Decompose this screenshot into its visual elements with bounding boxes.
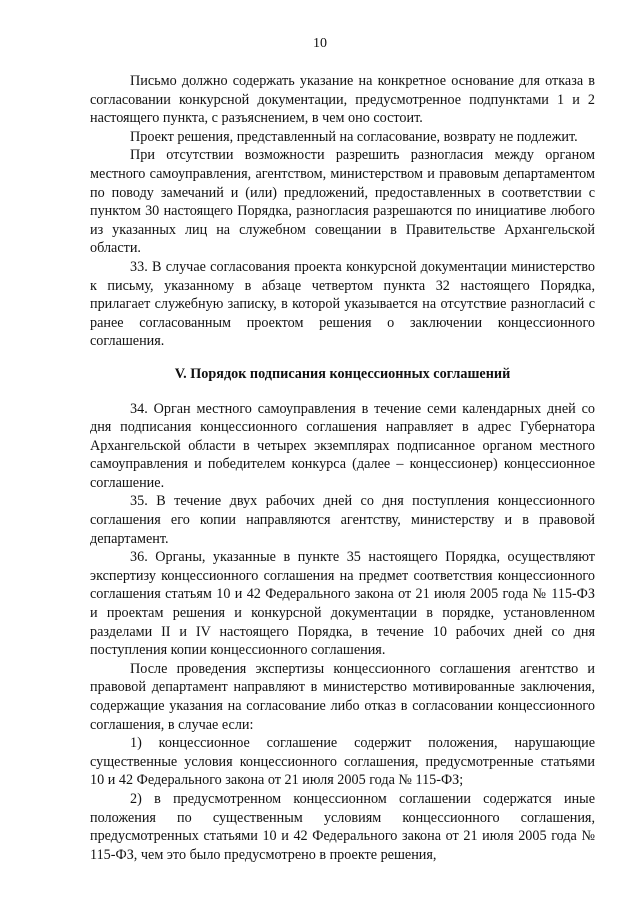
paragraph-item-34: 34. Орган местного самоуправления в течение семи календарных дней со дня подписания концессионного соглашения направляет в адрес Губернатора Архангельской области в четырех экземплярах подписанное органом местного самоуправления и победителем конкурса (далее – концессионер) концессионное соглашение. (90, 400, 595, 491)
section-heading: V. Порядок подписания концессионных соглашений (174, 365, 511, 382)
paragraph-item-35: 35. В течение двух рабочих дней со дня поступления концессионного соглашения его копии направляются агентству, министерству и в правовой департамент. (90, 493, 595, 547)
paragraph-item-33: 33. В случае согласования проекта конкурсной документации министерство к письму, указанному в абзаце четвертом пункта 32 настоящего Порядка, прилагает служебную записку, в которой указывается на отсутствие разногласий с ранее согласованным проектом решения о заключении концессионного соглашения. (90, 258, 595, 350)
paragraph-refusal-letter: Письмо должно содержать указание на конкретное основание для отказа в согласовании конкурсной документации, предусмотренное подпунктами 1 и 2 настоящего пункта, с разъяснением, в чем оно состоит. (90, 73, 595, 127)
paragraph-subitem-2: 2) в предусмотренном концессионном соглашении содержатся иные положения по существенным условиям концессионного соглашения, предусмотренных статьями 10 и 42 Федерального закона от 21 июля 2005 года № 115-ФЗ, чем это было предусмотрено в проекте решения, (90, 790, 595, 863)
paragraph-item-36: 36. Органы, указанные в пункте 35 настоящего Порядка, осуществляют экспертизу концессионного соглашения на предмет соответствия концессионного соглашения статьям 10 и 42 Федерального закона от 21 июля 2005 года № 115-ФЗ и проектам решения и конкурсной документации в порядке, установленном разделами II и IV настоящего Порядка, в течение 10 рабочих дней со дня поступления копии концессионного соглашения. (90, 549, 595, 659)
document-body (90, 72, 595, 864)
paragraph-after-expertise: После проведения экспертизы концессионного соглашения агентство и правовой департамент направляют в министерство мотивированные заключения, содержащие указания на согласование либо отказ в согласовании концессионного соглашения, в случае если: (90, 660, 595, 733)
page-number: 10 (313, 36, 327, 51)
paragraph-disagreements: При отсутствии возможности разрешить разногласия между органом местного самоуправления, агентством, министерством и правовым департаментом по поводу замечаний и (или) предложений, предоставленных в соответствии с пунктом 30 настоящего Порядка, разногласия разрешаются по инициативе любого из указанных лиц на служебном совещании в Правительстве Архангельской области. (90, 147, 595, 257)
paragraph-no-return: Проект решения, представленный на согласование, возврату не подлежит. (130, 128, 578, 145)
paragraph-subitem-1: 1) концессионное соглашение содержит положения, нарушающие существенные условия концессионного соглашения, предусмотренные статьями 10 и 42 Федерального закона от 21 июля 2005 года № 115-ФЗ; (90, 735, 595, 789)
